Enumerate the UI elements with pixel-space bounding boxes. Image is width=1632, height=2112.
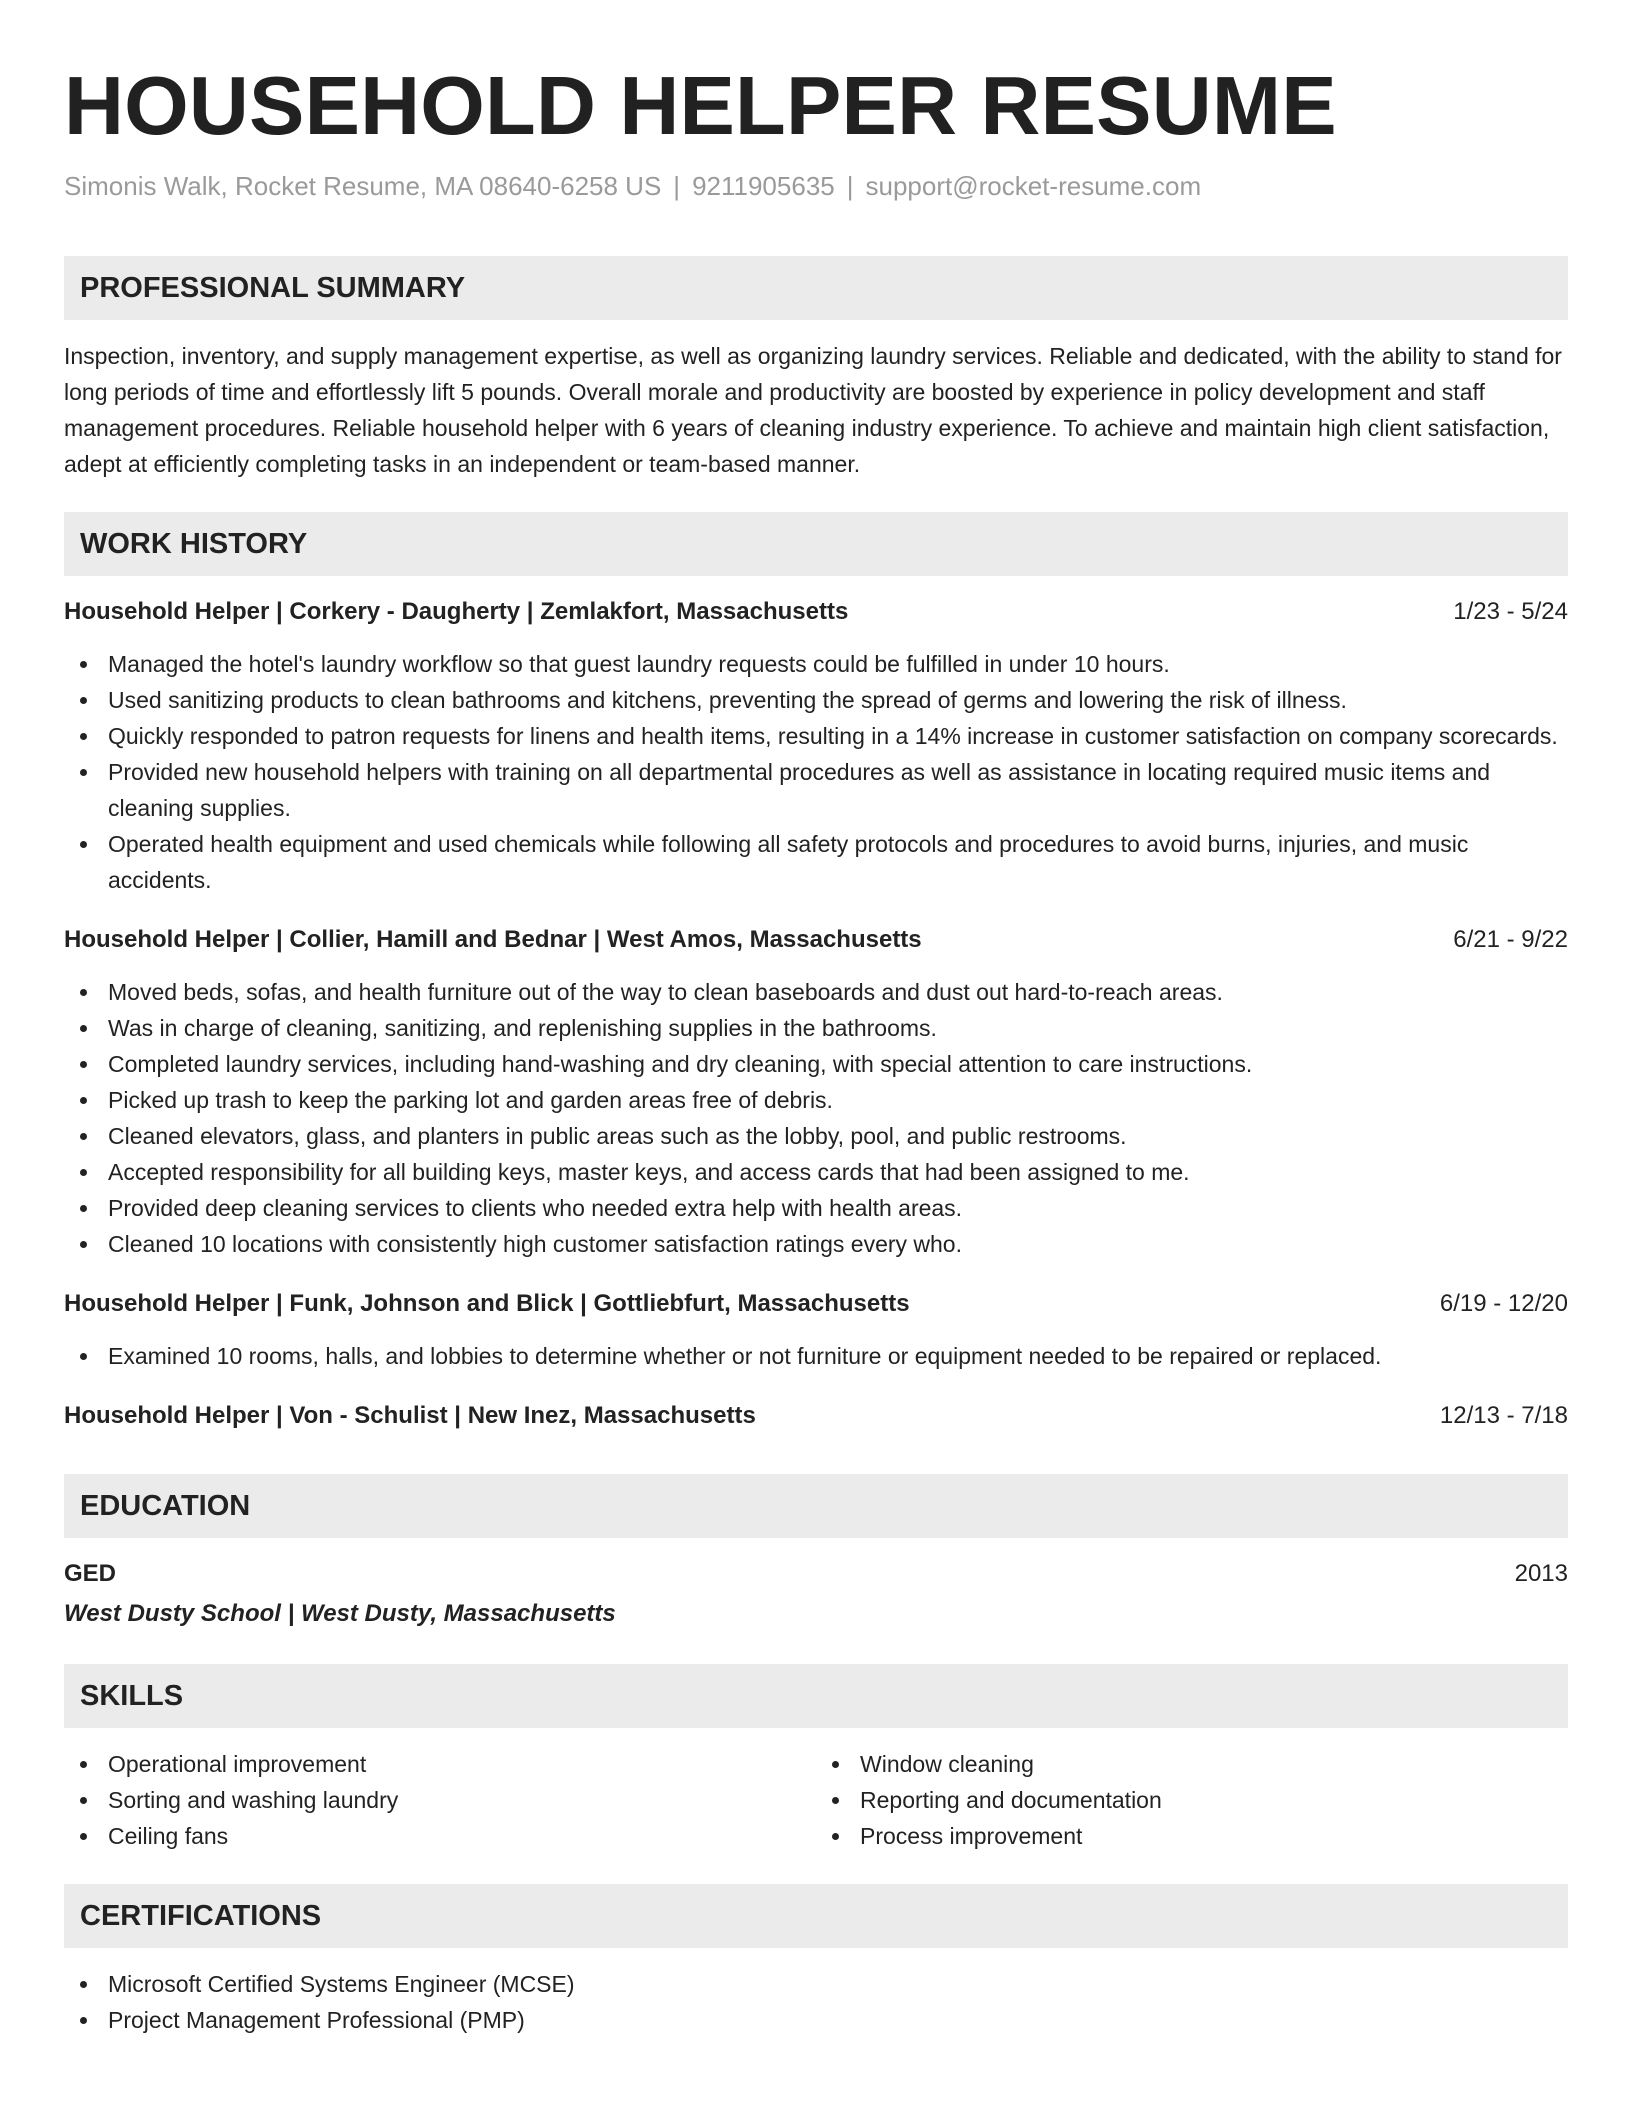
job-header [64, 1398, 1568, 1434]
job-title: Household Helper | Funk, Johnson and Blick | Gottliebfurt, Massachusetts [64, 1290, 910, 1317]
job-bullet: Was in charge of cleaning, sanitizing, and replenishing supplies in the bathrooms. [64, 1010, 1568, 1046]
job-entry [64, 1398, 1568, 1434]
job-bullet: Provided deep cleaning services to clients who needed extra help with health areas. [64, 1190, 1568, 1226]
job-bullet: Cleaned elevators, glass, and planters in public areas such as the lobby, pool, and public restrooms. [64, 1118, 1568, 1154]
contact-separator: | [673, 171, 681, 201]
job-bullet: Moved beds, sofas, and health furniture out of the way to clean baseboards and dust out hard-to-reach areas. [64, 974, 1568, 1010]
job-title: Household Helper | Von - Schulist | New Inez, Massachusetts [64, 1402, 756, 1429]
certifications-heading: CERTIFICATIONS [64, 1884, 1568, 1948]
job-entry [64, 594, 1568, 898]
resume-title: HOUSEHOLD HELPER RESUME [64, 59, 1337, 152]
certification-item: Microsoft Certified Systems Engineer (MCSE) [64, 1966, 1568, 2002]
education-year: 2013 [1514, 1560, 1568, 1587]
education-heading: EDUCATION [64, 1474, 1568, 1538]
job-bullet-list [64, 974, 1568, 1262]
job-entry [64, 922, 1568, 1262]
job-dates: 1/23 - 5/24 [1453, 598, 1568, 625]
job-bullet: Used sanitizing products to clean bathrooms and kitchens, preventing the spread of germs and lowering the risk of illness. [64, 682, 1568, 718]
job-bullet: Accepted responsibility for all building keys, master keys, and access cards that had been assigned to me. [64, 1154, 1568, 1190]
skill-item: Ceiling fans [64, 1818, 816, 1854]
contact-line [64, 168, 1568, 204]
skill-item: Sorting and washing laundry [64, 1782, 816, 1818]
job-bullet: Provided new household helpers with training on all departmental procedures as well as assistance in locating required music items and cleaning supplies. [64, 754, 1568, 826]
skills-list-right [816, 1746, 1568, 1854]
work-history-heading: WORK HISTORY [64, 512, 1568, 576]
job-title: Household Helper | Collier, Hamill and Bednar | West Amos, Massachusetts [64, 926, 922, 953]
contact-phone: 9211905635 [692, 171, 835, 201]
education-school: West Dusty School | West Dusty, Massachusetts [64, 1600, 616, 1627]
job-bullet: Operated health equipment and used chemicals while following all safety protocols and procedures to avoid burns, injuries, and music accidents. [64, 826, 1568, 898]
job-dates: 12/13 - 7/18 [1439, 1402, 1568, 1429]
skills-list-left [64, 1746, 816, 1854]
job-header [64, 922, 1568, 958]
contact-separator: | [846, 171, 854, 201]
job-bullet-list [64, 1338, 1568, 1374]
job-bullet: Cleaned 10 locations with consistently high customer satisfaction ratings every who. [64, 1226, 1568, 1262]
skill-item: Reporting and documentation [816, 1782, 1568, 1818]
job-header [64, 1286, 1568, 1322]
skills-grid [64, 1746, 1568, 1854]
job-header [64, 594, 1568, 630]
job-bullet: Completed laundry services, including hand-washing and dry cleaning, with special attention to care instructions. [64, 1046, 1568, 1082]
job-title: Household Helper | Corkery - Daugherty | Zemlakfort, Massachusetts [64, 598, 849, 625]
skill-item: Window cleaning [816, 1746, 1568, 1782]
contact-email: support@rocket-resume.com [865, 171, 1202, 201]
job-dates: 6/19 - 12/20 [1439, 1290, 1568, 1317]
skill-item: Operational improvement [64, 1746, 816, 1782]
education-degree: GED [64, 1560, 117, 1587]
job-bullet: Picked up trash to keep the parking lot and garden areas free of debris. [64, 1082, 1568, 1118]
job-dates: 6/21 - 9/22 [1453, 926, 1568, 953]
summary-text: Inspection, inventory, and supply management expertise, as well as organizing laundry services. Reliable and dedicated, with the ability to stand for long periods of time and effortlessly lift 5 pounds. Overall morale and productivity are boosted by experience in policy development and staff management procedures. Reliable household helper with 6 years of cleaning industry experience. To achieve and maintain high client satisfaction, adept at efficiently completing tasks in an independent or team-based manner. [64, 343, 1562, 477]
contact-address: Simonis Walk, Rocket Resume, MA 08640-6258 US [64, 171, 662, 201]
certifications-list [64, 1966, 1568, 2038]
skills-heading: SKILLS [64, 1664, 1568, 1728]
job-entry [64, 1286, 1568, 1374]
summary-heading: PROFESSIONAL SUMMARY [64, 256, 1568, 320]
job-bullet-list [64, 646, 1568, 898]
skill-item: Process improvement [816, 1818, 1568, 1854]
certification-item: Project Management Professional (PMP) [64, 2002, 1568, 2038]
education-row [64, 1556, 1568, 1592]
job-bullet: Examined 10 rooms, halls, and lobbies to determine whether or not furniture or equipment needed to be repaired or replaced. [64, 1338, 1568, 1374]
job-bullet: Managed the hotel's laundry workflow so that guest laundry requests could be fulfilled in under 10 hours. [64, 646, 1568, 682]
job-bullet: Quickly responded to patron requests for linens and health items, resulting in a 14% increase in customer satisfaction on company scorecards. [64, 718, 1568, 754]
